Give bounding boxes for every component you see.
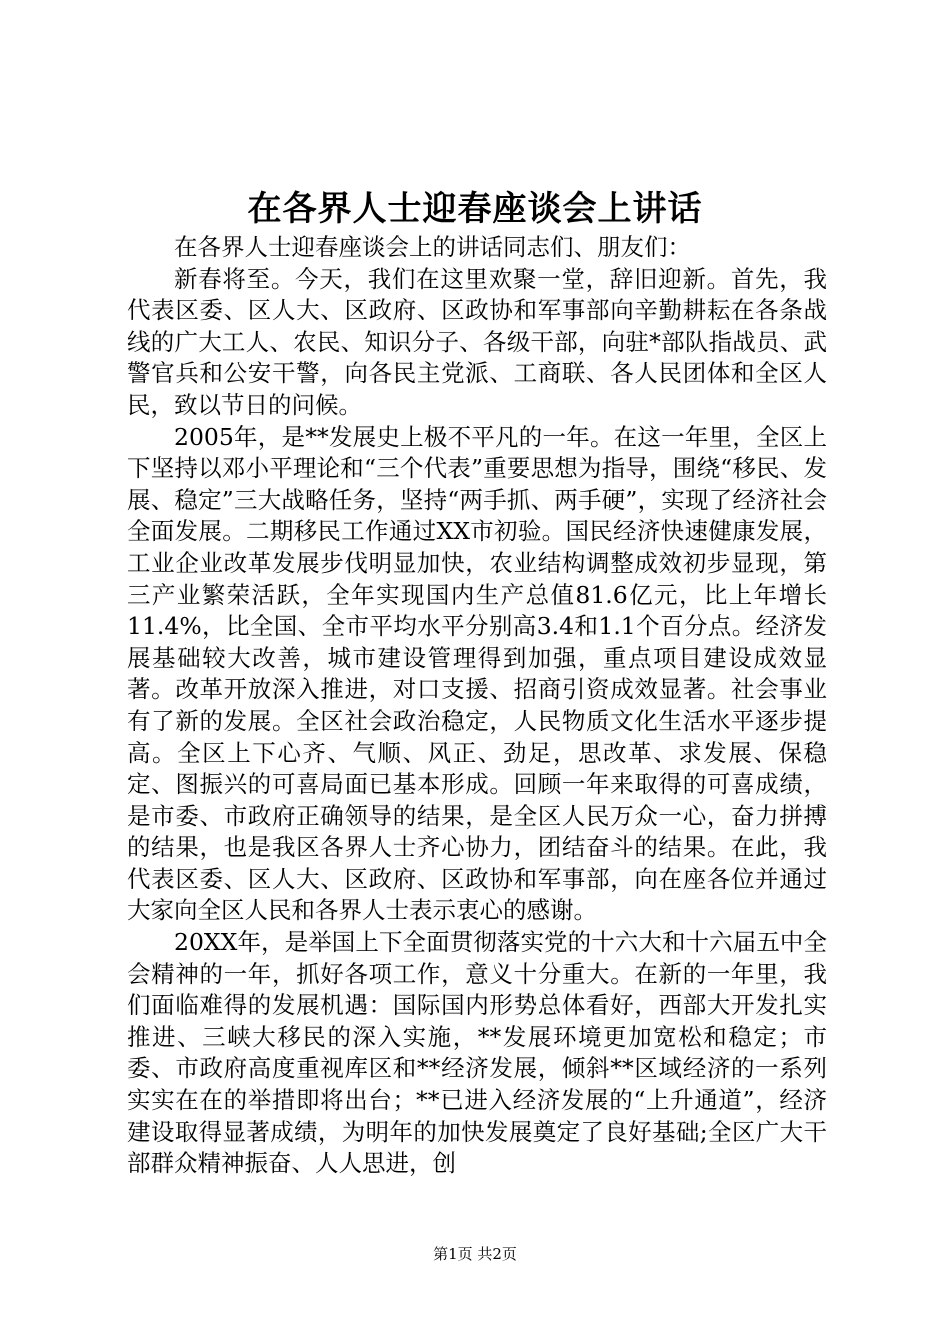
document-title: 在各界人士迎春座谈会上讲话 bbox=[247, 189, 703, 229]
paragraph-greeting: 新春将至。今天，我们在这里欢聚一堂，辞旧迎新。首先，我代表区委、区人大、区政府、区政协和军事部向辛勤耕耘在各条战线的广大工人、农民、知识分子、各级干部，向驻*部队指战员、武警官兵和公安干警，向各民主党派、工商联、各人民团体和全区人民，致以节日的问候。 bbox=[127, 264, 827, 419]
paragraph-outlook: 20XX年，是举国上下全面贯彻落实党的十六大和十六届五中全会精神的一年，抓好各项工作，意义十分重大。在新的一年里，我们面临难得的发展机遇：国际国内形势总体看好，西部大开发扎实推进、三峡大移民的深入实施，**发展环境更加宽松和稳定；市委、市政府高度重视库区和**经济发展，倾斜**区域经济的一系列实实在在的举措即将出台；**已进入经济发展的“上升通道”，经济建设取得显著成绩，为明年的加快发展奠定了良好基础;全区广大干部群众精神振奋、人人思进，创 bbox=[127, 928, 827, 1178]
document-body bbox=[127, 232, 827, 1180]
paragraph-review-2005: 2005年，是**发展史上极不平凡的一年。在这一年里，全区上下坚持以邓小平理论和“三个代表”重要思想为指导，围绕“移民、发展、稳定”三大战略任务，坚持“两手抓、两手硬”，实现了经济社会全面发展。二期移民工作通过XX市初验。国民经济快速健康发展，工业企业改革发展步伐明显加快，农业结构调整成效初步显现，第三产业繁荣活跃，全年实现国内生产总值81.6亿元，比上年增长11.4%，比全国、全市平均水平分别高3.4和1.1个百分点。经济发展基础较大改善，城市建设管理得到加强，重点项目建设成效显著。改革开放深入推进，对口支援、招商引资成效显著。社会事业有了新的发展。全区社会政治稳定，人民物质文化生活水平逐步提高。全区上下心齐、气顺、风正、劲足，思改革、求发展、保稳定、图振兴的可喜局面已基本形成。回顾一年来取得的可喜成绩，是市委、市政府正确领导的结果，是全区人民万众一心，奋力拼搏的结果，也是我区各界人士齐心协力，团结奋斗的结果。在此，我代表区委、区人大、区政府、区政协和军事部，向在座各位并通过大家向全区人民和各界人士表示衷心的感谢。 bbox=[127, 422, 827, 925]
paragraph-salutation: 在各界人士迎春座谈会上的讲话同志们、朋友们： bbox=[174, 233, 691, 261]
page-number-footer: 第1页 共2页 bbox=[433, 1245, 517, 1263]
